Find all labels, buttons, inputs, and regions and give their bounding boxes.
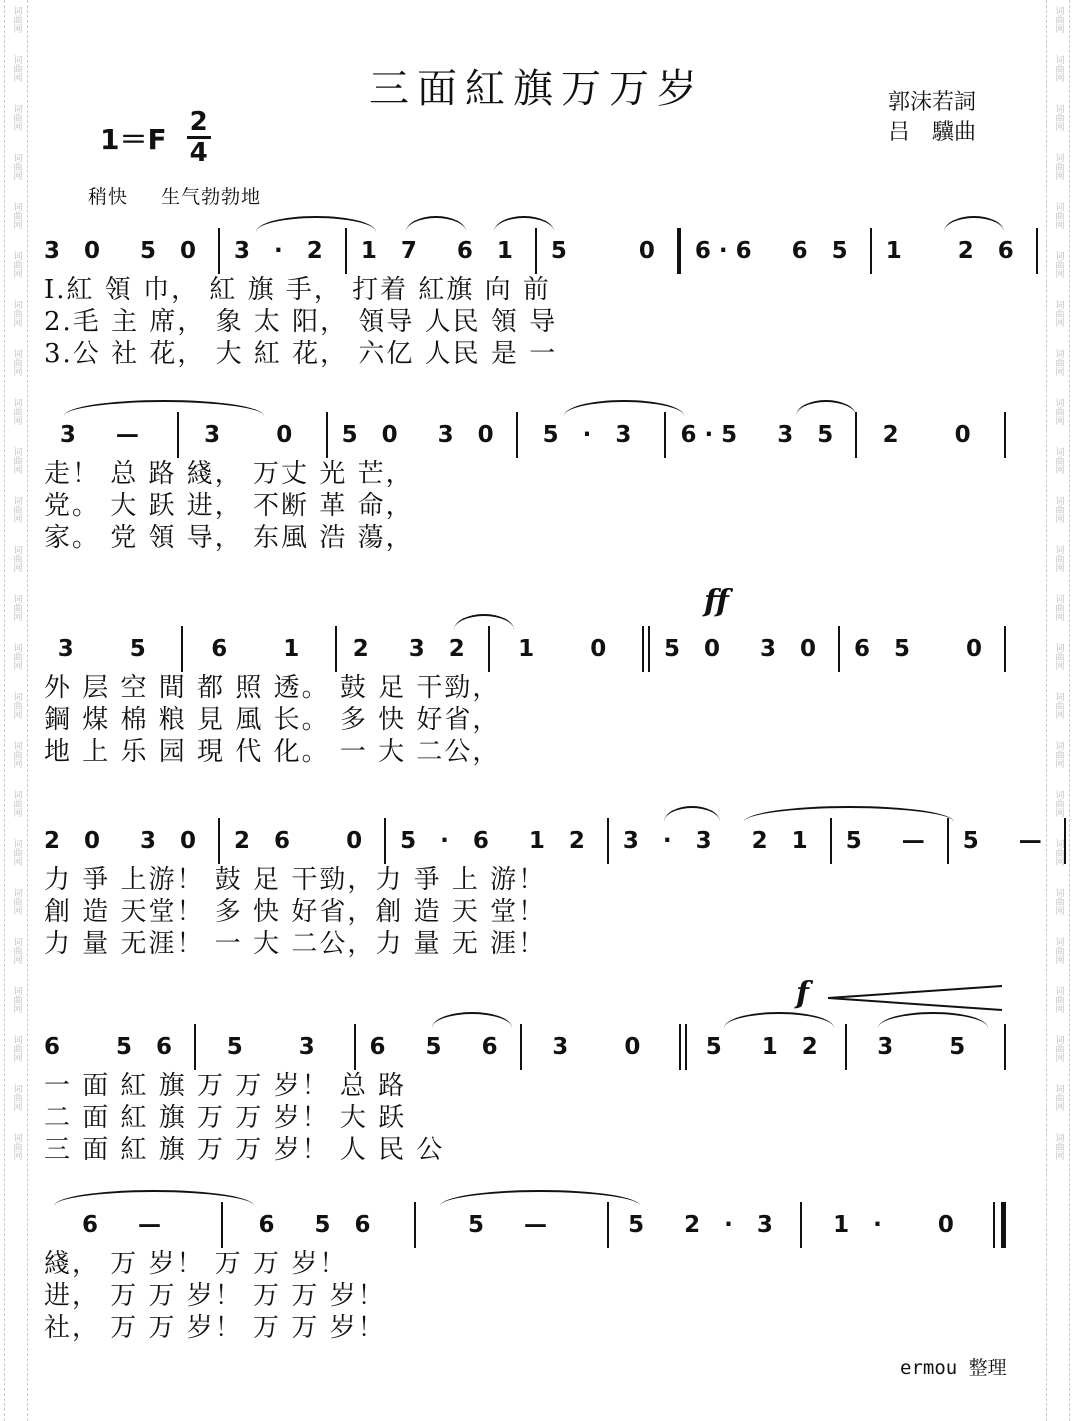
barline bbox=[221, 1202, 223, 1248]
composer-credit: 吕 驥曲 bbox=[888, 120, 977, 145]
measure: 5 0 bbox=[550, 238, 663, 264]
measure: 3 0 bbox=[552, 1034, 649, 1060]
watermark-text: 词曲网 bbox=[1053, 6, 1064, 33]
barline bbox=[354, 1024, 356, 1070]
measure: 5 3 bbox=[226, 1034, 323, 1060]
measure: 5 2 · 3 bbox=[628, 1212, 781, 1238]
tempo-marking bbox=[88, 182, 261, 209]
barline bbox=[1004, 1024, 1006, 1070]
measure: 1 7 6 1 bbox=[360, 238, 521, 264]
barline bbox=[414, 1202, 416, 1248]
crescendo-hairpin bbox=[824, 984, 1004, 1014]
barline bbox=[855, 412, 857, 458]
measure: 3 · 3 2 1 bbox=[622, 828, 816, 854]
measure: 3 5 bbox=[57, 636, 154, 662]
watermark-text: 词曲网 bbox=[11, 986, 22, 1013]
barline bbox=[1036, 228, 1038, 274]
notes bbox=[44, 818, 1050, 864]
notation-row bbox=[44, 1012, 1020, 1070]
watermark-text: 词曲网 bbox=[11, 1133, 22, 1160]
watermark-text: 词曲网 bbox=[1053, 55, 1064, 82]
watermark-text: 词曲网 bbox=[11, 692, 22, 719]
barline bbox=[520, 1024, 522, 1070]
measure: 5 0 3 0 bbox=[663, 636, 824, 662]
barline bbox=[516, 412, 518, 458]
lyric-verse-2: 二 面 紅 旗 万 万 岁！ 大 跃 bbox=[44, 1103, 407, 1133]
expression-text: 生气勃勃地 bbox=[161, 186, 262, 208]
watermark-text: 词曲网 bbox=[1053, 839, 1064, 866]
watermark-text: 词曲网 bbox=[1053, 594, 1064, 621]
lyric-verse-2: 2.毛 主 席， 象 太 阳， 領导 人民 領 导 bbox=[44, 307, 558, 337]
watermark-text: 词曲网 bbox=[11, 839, 22, 866]
barline bbox=[1004, 412, 1006, 458]
lyric-verse-3: 3.公 社 花， 大 紅 花， 六亿 人民 是 一 bbox=[44, 339, 558, 369]
barline bbox=[535, 228, 537, 274]
notation-row bbox=[44, 614, 1020, 672]
notation-row bbox=[44, 400, 1020, 458]
arranger-credit: ermou 整理 bbox=[900, 1357, 1007, 1379]
notes bbox=[44, 626, 1020, 672]
credits bbox=[888, 88, 976, 148]
dynamic-marking: f bbox=[796, 976, 809, 1011]
watermark-text: 词曲网 bbox=[11, 594, 22, 621]
lyrics-block bbox=[44, 672, 1020, 768]
music-system-1 bbox=[44, 216, 1020, 370]
measure: 6 5 6 bbox=[258, 1212, 379, 1238]
watermark-text: 词曲网 bbox=[1053, 790, 1064, 817]
barline bbox=[488, 626, 490, 672]
notation-row bbox=[44, 1190, 1020, 1248]
lyric-verse-1: 一 面 紅 旗 万 万 岁！ 总 路 bbox=[44, 1071, 407, 1101]
watermark-text: 词曲网 bbox=[11, 496, 22, 523]
measure: 6 — bbox=[81, 1212, 170, 1238]
measure: 3 · 2 bbox=[234, 238, 331, 264]
watermark-text: 词曲网 bbox=[11, 1084, 22, 1111]
watermark-text: 词曲网 bbox=[11, 251, 22, 278]
lyric-verse-1: 力 爭 上游！ 鼓 足 干勁，力 爭 上 游！ bbox=[44, 865, 547, 895]
watermark-text: 词曲网 bbox=[1053, 496, 1064, 523]
watermark-text: 词曲网 bbox=[1053, 251, 1064, 278]
barline bbox=[947, 818, 949, 864]
time-signature bbox=[187, 108, 211, 167]
notes bbox=[44, 1202, 1020, 1248]
watermark-text: 词曲网 bbox=[11, 6, 22, 33]
watermark-text: 词曲网 bbox=[11, 398, 22, 425]
watermark-text: 词曲网 bbox=[11, 349, 22, 376]
watermark-text: 词曲网 bbox=[1053, 937, 1064, 964]
barline bbox=[218, 818, 220, 864]
music-system-4 bbox=[44, 806, 1050, 960]
lyric-verse-1: 走！ 总 路 綫， 万丈 光 芒， bbox=[44, 459, 414, 489]
watermark-text: 词曲网 bbox=[1053, 986, 1064, 1013]
notes bbox=[44, 1024, 1020, 1070]
measure: 5 1 2 bbox=[705, 1034, 826, 1060]
final-barline bbox=[993, 1202, 1006, 1248]
lyrics-block bbox=[44, 864, 1020, 960]
lyric-verse-3: 力 量 无涯！ 一 大 二公，力 量 无 涯！ bbox=[44, 929, 547, 959]
barline bbox=[1064, 818, 1066, 864]
repeat-barline bbox=[642, 626, 650, 672]
watermark-text: 词曲网 bbox=[1053, 349, 1064, 376]
watermark-text: 词曲网 bbox=[11, 1035, 22, 1062]
lyrics-block bbox=[44, 1248, 1020, 1344]
music-system-3 bbox=[44, 584, 1020, 768]
lyric-verse-1: 外 层 空 間 都 照 透。 鼓 足 干勁， bbox=[44, 673, 501, 703]
time-signature-top: 2 bbox=[189, 107, 208, 137]
barline bbox=[218, 228, 220, 274]
watermark-text: 词曲网 bbox=[1053, 447, 1064, 474]
watermark-text: 词曲网 bbox=[1053, 153, 1064, 180]
repeat-barline bbox=[679, 1024, 687, 1070]
lyric-verse-3: 三 面 紅 旗 万 万 岁！ 人 民 公 bbox=[44, 1135, 445, 1165]
lyrics-block bbox=[44, 458, 1020, 554]
lyric-verse-2: 进， 万 万 岁！ 万 万 岁！ bbox=[44, 1281, 386, 1311]
measure: 6 5 0 bbox=[853, 636, 991, 662]
music-system-6 bbox=[44, 1190, 1020, 1344]
watermark-text: 词曲网 bbox=[11, 937, 22, 964]
lyric-verse-1: I.紅 領 巾， 紅 旗 手， 打着 紅旗 向 前 bbox=[44, 275, 551, 305]
barline bbox=[607, 818, 609, 864]
barline bbox=[345, 228, 347, 274]
key-signature bbox=[100, 108, 211, 167]
key-label: 1＝F bbox=[100, 122, 167, 156]
watermark-text: 词曲网 bbox=[11, 643, 22, 670]
lyric-verse-3: 地 上 乐 园 現 代 化。 一 大 二公， bbox=[44, 737, 501, 767]
measure: 2 3 2 bbox=[352, 636, 473, 662]
measure: 5 · 3 bbox=[542, 422, 640, 448]
time-signature-bottom: 4 bbox=[189, 138, 208, 168]
notes bbox=[44, 412, 1020, 458]
notation-row bbox=[44, 216, 1020, 274]
measure: 5 — bbox=[962, 828, 1050, 854]
watermark-text: 词曲网 bbox=[1053, 398, 1064, 425]
measure: 6·6 6 5 bbox=[694, 238, 856, 264]
barline bbox=[870, 228, 872, 274]
watermark-text: 词曲网 bbox=[11, 447, 22, 474]
measure: 6 1 bbox=[211, 636, 308, 662]
lyric-verse-2: 創 造 天堂！ 多 快 好省，創 造 天 堂！ bbox=[44, 897, 547, 927]
lyric-verse-2: 鋼 煤 棉 粮 見 風 长。 多 快 好省， bbox=[44, 705, 501, 735]
watermark-text: 词曲网 bbox=[1053, 545, 1064, 572]
barline bbox=[830, 818, 832, 864]
watermark-text: 词曲网 bbox=[1053, 1035, 1064, 1062]
watermark-text: 词曲网 bbox=[1053, 692, 1064, 719]
music-system-5 bbox=[44, 976, 1020, 1166]
barline bbox=[181, 626, 183, 672]
measure: 1 2 6 bbox=[885, 238, 1022, 264]
barline bbox=[335, 626, 337, 672]
notation-row bbox=[44, 806, 1050, 864]
watermark-text: 词曲网 bbox=[1053, 741, 1064, 768]
lyric-verse-2: 党。 大 跃 进， 不断 革 命， bbox=[44, 491, 414, 521]
notes bbox=[44, 228, 1020, 274]
measure: 5 · 6 1 2 bbox=[400, 828, 593, 854]
measure: 2 0 3 0 bbox=[44, 828, 205, 854]
watermark-text: 词曲网 bbox=[11, 104, 22, 131]
measure: 3 — bbox=[59, 422, 147, 448]
barline bbox=[194, 1024, 196, 1070]
barline bbox=[1004, 626, 1006, 672]
lyrics-block bbox=[44, 274, 1020, 370]
watermark-text: 词曲网 bbox=[11, 741, 22, 768]
watermark-text: 词曲网 bbox=[1053, 1084, 1064, 1111]
song-title: 三面紅旗万万岁 bbox=[369, 65, 705, 112]
music-system-2 bbox=[44, 400, 1020, 554]
measure: 3 0 5 0 bbox=[44, 238, 205, 264]
measure: 5 — bbox=[467, 1212, 556, 1238]
measure: 6·5 3 5 bbox=[680, 422, 842, 448]
watermark-text: 词曲网 bbox=[1053, 202, 1064, 229]
tempo-text: 稍快 bbox=[88, 186, 129, 208]
lyric-verse-3: 社， 万 万 岁！ 万 万 岁！ bbox=[44, 1313, 386, 1343]
measure: 3 5 bbox=[877, 1034, 974, 1060]
measure: 6 5 6 bbox=[44, 1034, 181, 1060]
barline bbox=[838, 626, 840, 672]
watermark-text: 词曲网 bbox=[11, 300, 22, 327]
barline bbox=[607, 1202, 609, 1248]
barline bbox=[384, 818, 386, 864]
right-watermark-strip bbox=[1046, 0, 1070, 1421]
watermark-text: 词曲网 bbox=[11, 545, 22, 572]
measure: 2 0 bbox=[882, 422, 979, 448]
barline bbox=[664, 412, 666, 458]
watermark-text: 词曲网 bbox=[1053, 888, 1064, 915]
watermark-text: 词曲网 bbox=[1053, 643, 1064, 670]
watermark-text: 词曲网 bbox=[11, 55, 22, 82]
measure: 6 5 6 bbox=[369, 1034, 506, 1060]
barline bbox=[326, 412, 328, 458]
watermark-text: 词曲网 bbox=[1053, 104, 1064, 131]
barline bbox=[800, 1202, 802, 1248]
watermark-text: 词曲网 bbox=[11, 790, 22, 817]
watermark-text: 词曲网 bbox=[11, 888, 22, 915]
watermark-text: 词曲网 bbox=[11, 153, 22, 180]
lyricist-credit: 郭沫若詞 bbox=[888, 90, 977, 115]
lyrics-block bbox=[44, 1070, 1020, 1166]
watermark-text: 词曲网 bbox=[11, 202, 22, 229]
measure: 5 0 3 0 bbox=[341, 422, 502, 448]
watermark-text: 词曲网 bbox=[1053, 1133, 1064, 1160]
lyric-verse-1: 綫， 万 岁！ 万 万 岁！ bbox=[44, 1249, 348, 1279]
measure: 1 · 0 bbox=[833, 1212, 962, 1238]
measure: 2 6 0 bbox=[234, 828, 371, 854]
measure: 1 0 bbox=[518, 636, 615, 662]
repeat-barline bbox=[677, 228, 681, 274]
barline bbox=[845, 1024, 847, 1070]
measure: 5 — bbox=[845, 828, 933, 854]
barline bbox=[177, 412, 179, 458]
dynamic-marking: ff bbox=[704, 584, 729, 619]
watermark-text: 词曲网 bbox=[1053, 300, 1064, 327]
measure: 3 0 bbox=[204, 422, 301, 448]
left-watermark-strip bbox=[4, 0, 28, 1421]
lyric-verse-3: 家。 党 領 导， 东風 浩 蕩， bbox=[44, 523, 414, 553]
